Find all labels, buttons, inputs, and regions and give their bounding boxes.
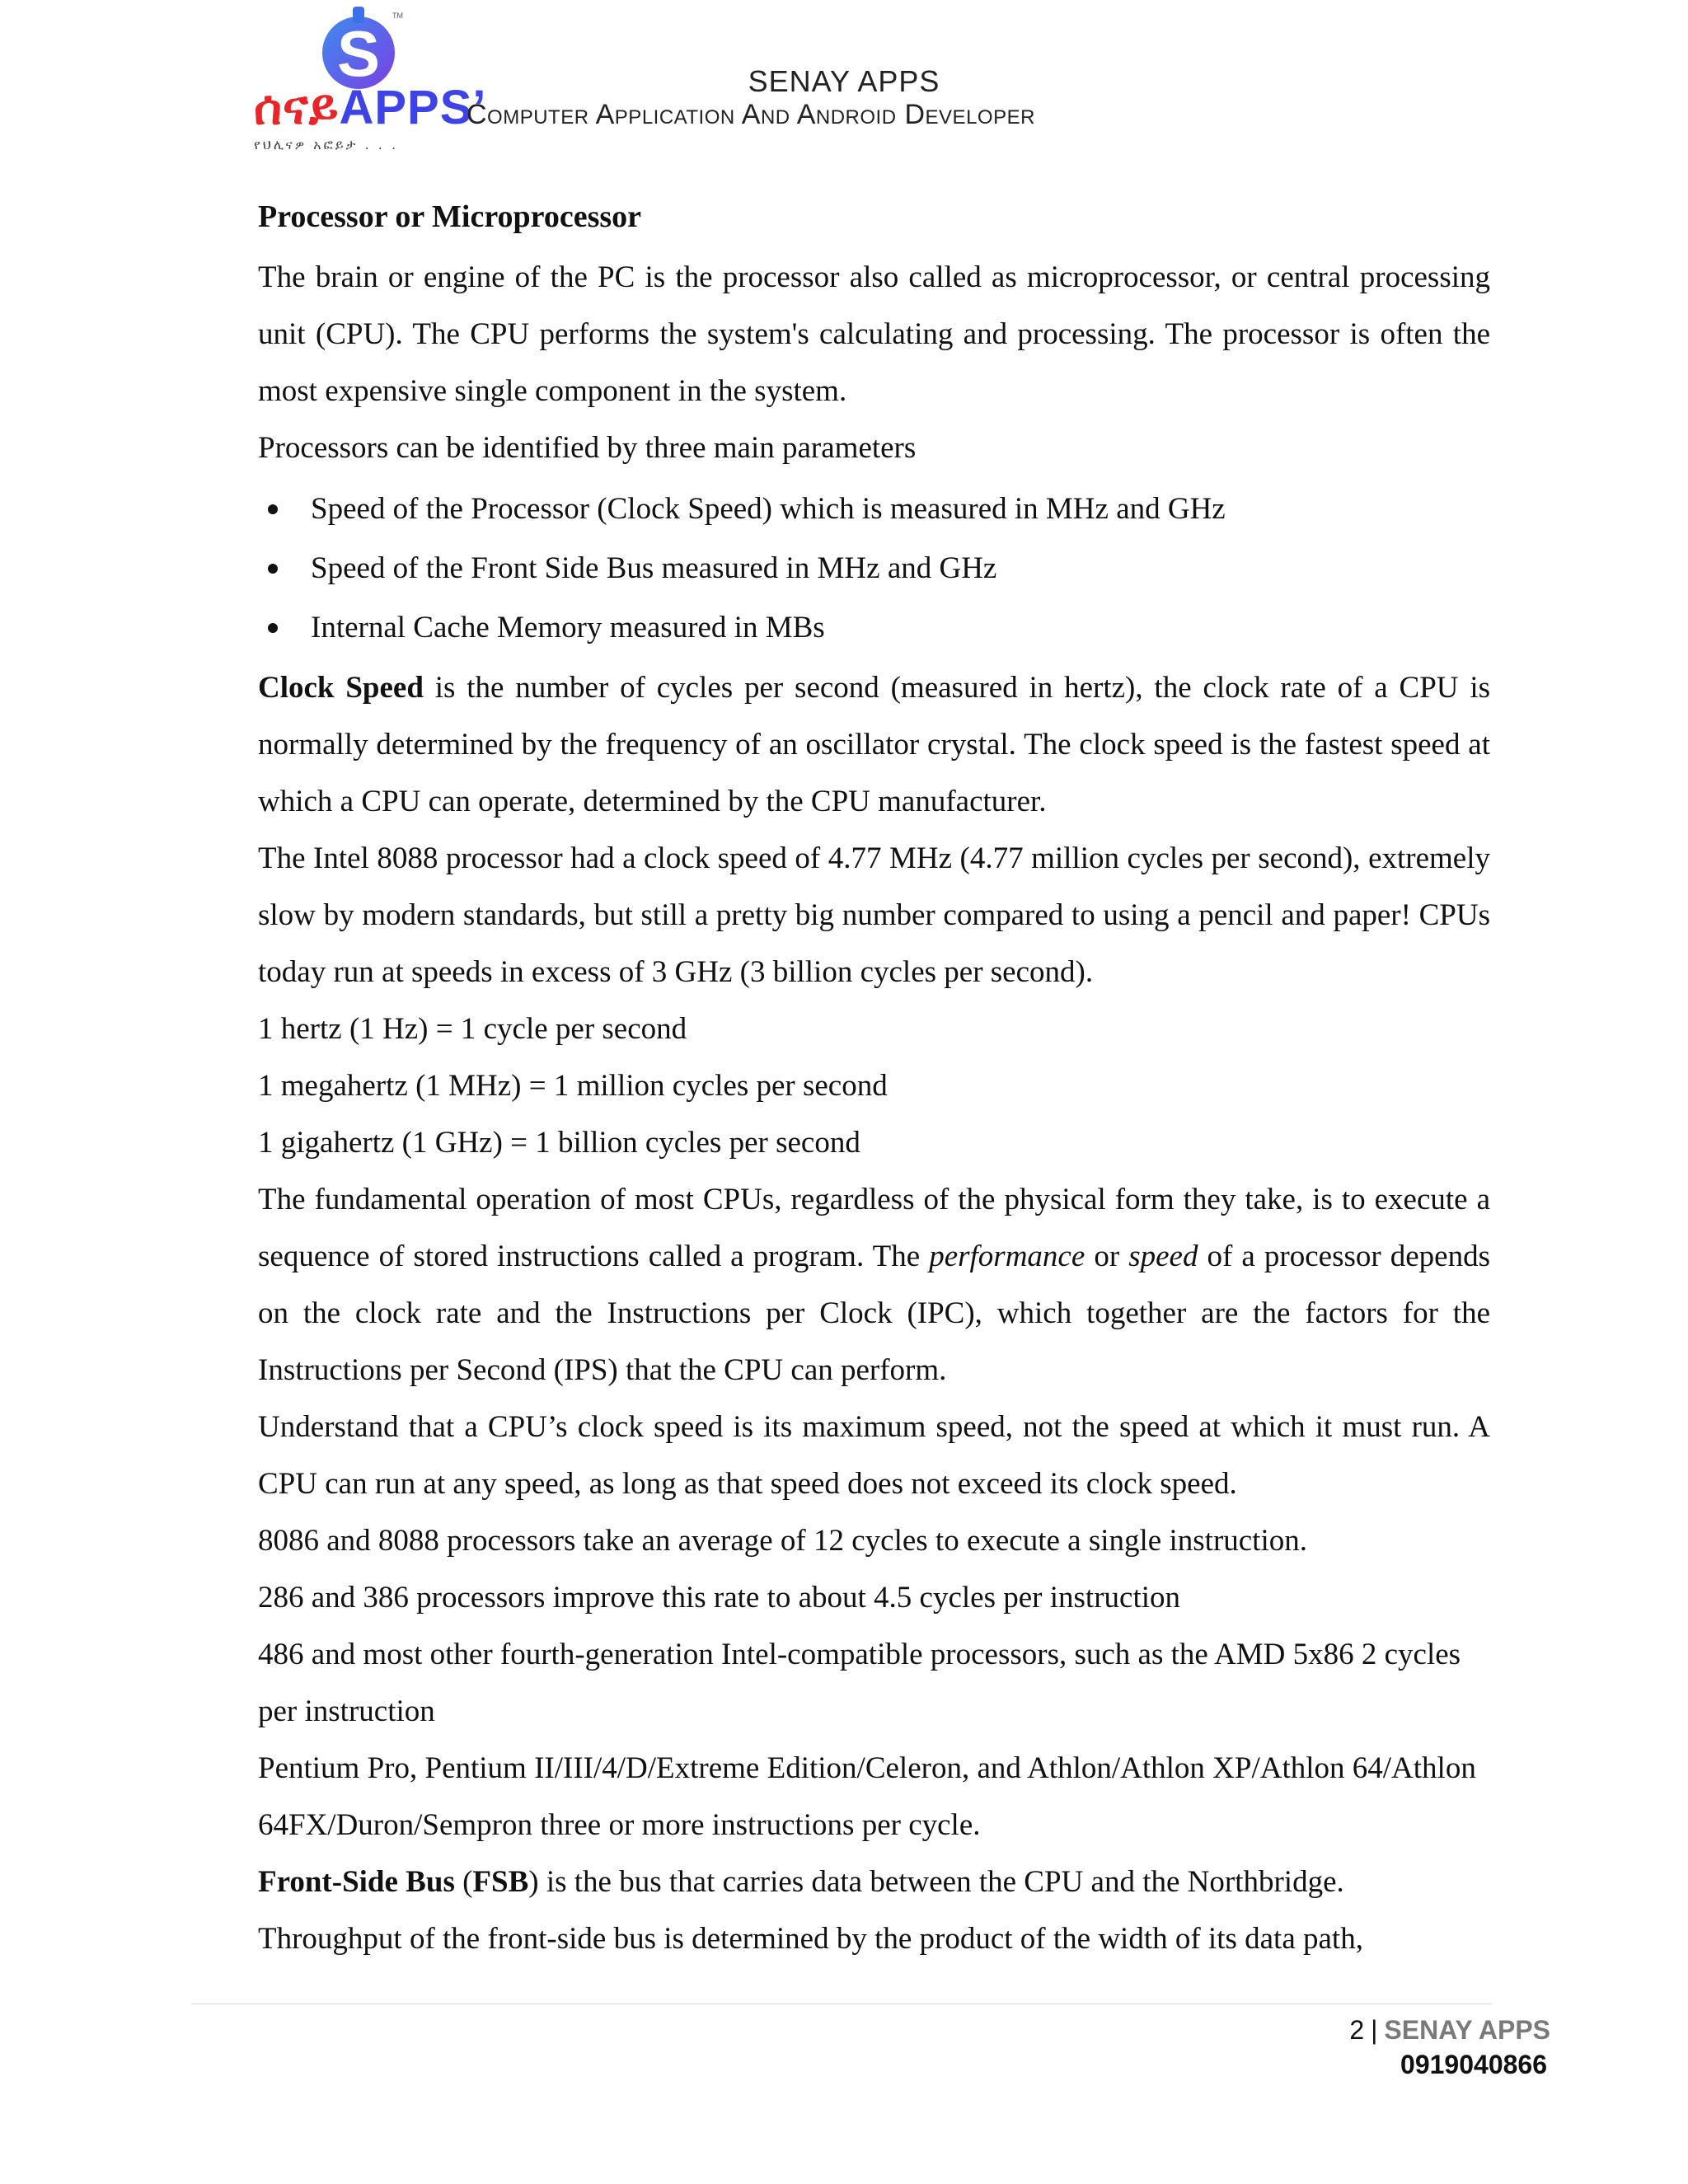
- logo-apps: APPS’: [339, 81, 487, 134]
- logo-tagline: የህሊናዎ አፎይታ . . .: [254, 137, 399, 152]
- page-number: 2: [1349, 2015, 1365, 2045]
- emphasis-performance: performance: [929, 1240, 1085, 1273]
- logo-tm: TM: [392, 12, 403, 20]
- params-intro: Processors can be identified by three main parameters: [258, 431, 917, 465]
- logo-amharic: ሰናይ: [254, 81, 340, 134]
- header-subtitle: Computer Application And Android Developer: [467, 99, 1035, 130]
- fundamental-operation-paragraph: [258, 1171, 1490, 1399]
- throughput-line: Throughput of the front-side bus is determined by the product of the width of its data path,: [258, 1922, 1363, 1956]
- header-title: SENAY APPS: [748, 64, 940, 98]
- bullet-icon: [268, 504, 278, 514]
- unit-line-hertz: 1 hertz (1 Hz) = 1 cycle per second: [258, 1012, 687, 1046]
- footer-phone: 0919040866: [1400, 2050, 1547, 2079]
- line-286: 286 and 386 processors improve this rate to about 4.5 cycles per instruction: [258, 1581, 1180, 1615]
- logo-mark-letter: S: [336, 17, 381, 90]
- line-8086: 8086 and 8088 processors take an average of 12 cycles to execute a single instruction.: [258, 1524, 1307, 1558]
- list-item: [258, 598, 1490, 658]
- text-run: (: [454, 1865, 473, 1899]
- footer-page-label: [1349, 2015, 1550, 2046]
- fsb-abbr: FSB: [472, 1865, 529, 1899]
- fsb-paragraph: [258, 1854, 1490, 1910]
- bullet-icon: [268, 623, 278, 633]
- text-run: or: [1085, 1240, 1129, 1273]
- footer-separator: |: [1371, 2015, 1378, 2045]
- document-body: [258, 196, 1490, 1967]
- line-486: 486 and most other fourth-generation Intel-compatible processors, such as the AMD 5x86 2 cycles per instruction: [258, 1638, 1461, 1728]
- list-item-text: Internal Cache Memory measured in MBs: [311, 611, 825, 644]
- emphasis-speed: speed: [1128, 1240, 1198, 1273]
- list-item-text: Speed of the Front Side Bus measured in MHz and GHz: [311, 551, 997, 585]
- text-run: ) is the bus that carries data between the CPU and the Northbridge.: [528, 1865, 1344, 1899]
- bullet-icon: [268, 564, 278, 574]
- intel-8088-paragraph: The Intel 8088 processor had a clock speed of 4.77 MHz (4.77 million cycles per second), extremely slow by modern standards, but still a pretty big number compared to using a pencil and paper! CPUs today run at speeds in excess of 3 GHz (3 billion cycles per second).: [258, 841, 1490, 989]
- unit-line-megahertz: 1 megahertz (1 MHz) = 1 million cycles per second: [258, 1069, 888, 1103]
- clock-speed-paragraph: [258, 659, 1490, 830]
- fsb-term: Front-Side Bus: [258, 1865, 455, 1899]
- line-pentium: Pentium Pro, Pentium II/III/4/D/Extreme Edition/Celeron, and Athlon/Athlon XP/Athlon 64/Athlon 64FX/Duron/Sempron three or more instructions per cycle.: [258, 1751, 1476, 1842]
- unit-line-gigahertz: 1 gigahertz (1 GHz) = 1 billion cycles per second: [258, 1126, 860, 1160]
- text-run: of a processor depends on the clock rate and the Instructions per Clock (IPC), which together are the factors for the Instructions per Second (IPS) that the CPU can perform.: [258, 1240, 1490, 1387]
- list-item-text: Speed of the Processor (Clock Speed) which is measured in MHz and GHz: [311, 492, 1226, 526]
- intro-paragraph: The brain or engine of the PC is the processor also called as microprocessor, or central processing unit (CPU). The CPU performs the system's calculating and processing. The processor is often the most expensive single component in the system.: [258, 260, 1490, 408]
- clock-speed-term: Clock Speed: [258, 671, 424, 705]
- text-run: The fundamental operation of most CPUs, regardless of the physical form they take, is to execute a sequence of stored instructions called a program. The: [258, 1183, 1490, 1273]
- understand-paragraph: Understand that a CPU’s clock speed is its maximum speed, not the speed at which it must run. A CPU can run at any speed, as long as that speed does not exceed its clock speed.: [258, 1410, 1490, 1501]
- clock-speed-definition: is the number of cycles per second (measured in hertz), the clock rate of a CPU is normally determined by the frequency of an oscillator crystal. The clock speed is the fastest speed at which a CPU can operate, determined by the CPU manufacturer.: [258, 671, 1491, 818]
- parameter-list: [258, 480, 1490, 658]
- list-item: [258, 480, 1490, 539]
- footer-brand: SENAY APPS: [1384, 2015, 1550, 2045]
- list-item: [258, 539, 1490, 598]
- section-heading: Processor or Microprocessor: [258, 199, 642, 234]
